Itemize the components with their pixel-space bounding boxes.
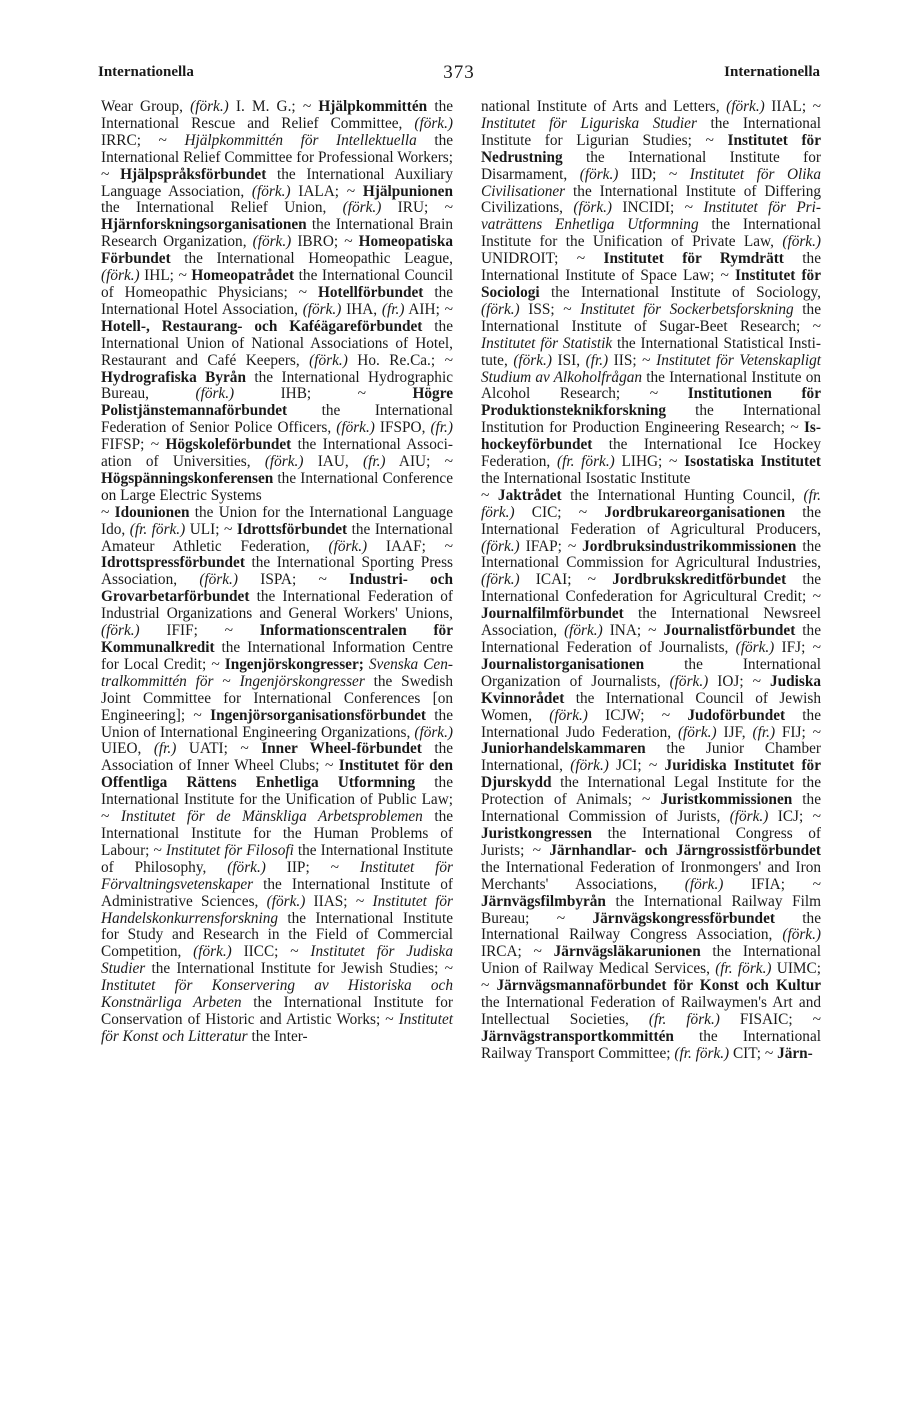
- entry-text: the International Railway Congress Association,: [481, 909, 821, 944]
- italic-text: (fr. förk.): [648, 1010, 720, 1028]
- entry-text: the International Brain Research Organization,: [101, 216, 453, 251]
- headword: Institutet för Nedrustning: [481, 131, 821, 166]
- entry-text: the International Commission of Jurists,: [481, 791, 821, 826]
- headword: Jordbrukareorganisationen: [587, 503, 786, 521]
- tilde-repeat-mark: ~: [812, 317, 821, 335]
- italic-text: Institutet för de Mänskliga Arbetsproblemen: [109, 808, 423, 826]
- entry-text: the International Institute of Philosophy,: [101, 841, 453, 876]
- italic-text: (förk.): [101, 267, 140, 285]
- entry-text: the International Union of National Associations of Hotel, Restaurant and Café Keepers,: [101, 317, 453, 369]
- headword: Jaktrådet: [489, 486, 562, 504]
- headword: Juristkommissionen: [650, 791, 793, 809]
- headword: Juristkongressen: [481, 824, 593, 842]
- page-number: 373: [443, 62, 475, 83]
- headword: Högspänningskonferensen: [101, 469, 274, 487]
- headword: Idounionen: [109, 503, 190, 521]
- entry-text: national Institute of Arts and Letters,: [481, 98, 727, 115]
- tilde-repeat-mark: ~: [444, 537, 453, 555]
- entry-text: the International Institute for the Human Problems of Labour;: [101, 808, 454, 859]
- entry-text: IHA,: [341, 300, 382, 318]
- tilde-repeat-mark: ~: [556, 909, 566, 927]
- tilde-repeat-mark: ~: [444, 960, 453, 978]
- entry-text: Ho. Re.Ca.;: [347, 351, 445, 369]
- tilde-repeat-mark: ~: [318, 571, 327, 589]
- entry-text: the International Institute of Administrative Sciences,: [101, 875, 453, 910]
- italic-text: (förk.): [677, 723, 717, 741]
- tilde-repeat-mark: ~: [153, 841, 162, 859]
- entry-paragraph: [101, 99, 453, 505]
- italic-text: (förk.): [266, 892, 306, 910]
- entry-text: IICC;: [231, 943, 291, 961]
- entry-text: IIS;: [608, 351, 643, 369]
- italic-text: (förk.): [252, 233, 292, 251]
- entry-text: the International Isostatic Institute: [481, 469, 691, 487]
- tilde-repeat-mark: ~: [567, 537, 577, 555]
- entry-text: JCI;: [608, 757, 649, 775]
- tilde-repeat-mark: ~: [224, 622, 233, 640]
- italic-text: Institutet för Konservering av Historiska och Konstnärliga Arbeten: [101, 977, 453, 1012]
- entry-text: ISI,: [551, 351, 586, 369]
- headword: Hjälpkommittén: [311, 98, 428, 115]
- tilde-repeat-mark: ~: [324, 757, 334, 775]
- entry-text: the International Institute on Alcohol Research;: [481, 368, 821, 403]
- entry-text: CIC;: [514, 503, 579, 521]
- headword: Järnhandlar- och Järngrossistförbundet: [541, 841, 821, 859]
- headword: Judiska Kvinnorådet: [481, 672, 821, 707]
- entry-text: IAU,: [303, 453, 363, 471]
- headword: Isostatiska Institutet: [677, 453, 821, 471]
- italic-text: (förk.): [481, 300, 520, 318]
- headword: Journalfilmförbundet: [481, 605, 624, 623]
- tilde-repeat-mark: ~: [812, 723, 822, 741]
- italic-text: (förk.): [669, 672, 709, 690]
- entry-text: the International Federation of Journalists,: [481, 622, 821, 656]
- italic-text: Institutet för Statistik: [481, 334, 613, 352]
- headword: Hotell-, Restaurang- och Kaféägareförbundet: [101, 317, 423, 335]
- italic-text: (förk.): [782, 233, 821, 251]
- tilde-repeat-mark: ~: [764, 1044, 774, 1062]
- entry-text: the International Organization of Journalists,: [481, 655, 821, 690]
- entry-text: LIHG;: [614, 453, 670, 471]
- italic-text: (förk.): [264, 453, 304, 471]
- italic-text: (förk.): [309, 351, 348, 369]
- entry-text: the International Institute for Ligurian Studies;: [481, 114, 821, 149]
- entry-paragraph: [481, 99, 821, 488]
- tilde-repeat-mark: ~: [481, 486, 490, 504]
- tilde-repeat-mark: ~: [532, 841, 542, 859]
- entry-text: the International Federation of Senior Police Officers,: [101, 402, 453, 437]
- entry-text: FISAIC;: [719, 1010, 813, 1028]
- italic-text: (förk.): [195, 385, 235, 403]
- entry-text: IALA;: [290, 182, 347, 200]
- headword: Homeopatrådet: [186, 267, 295, 285]
- tilde-repeat-mark: ~: [330, 858, 339, 876]
- entry-text: ICAI;: [519, 571, 588, 589]
- italic-text: (förk.): [481, 571, 520, 589]
- entry-text: the International Homeopathic League,: [170, 250, 453, 268]
- headword: Jordbrukskreditförbundet: [596, 571, 787, 589]
- tilde-repeat-mark: ~: [240, 740, 249, 758]
- entry-text: the International Confederation for Agricultural Credit;: [481, 571, 822, 606]
- entry-text: IIAL;: [764, 98, 813, 115]
- tilde-repeat-mark: ~: [812, 808, 821, 826]
- entry-text: the Association of Inner Wheel Clubs;: [101, 740, 454, 775]
- italic-text: Institutet för Sockerbetsforskning: [571, 300, 794, 318]
- entry-text: the International Institution for Production Engineering Research;: [481, 402, 821, 437]
- entry-text: the International Association of Universities,: [101, 436, 454, 471]
- headword: Högskoleförbundet: [159, 436, 292, 454]
- italic-text: (förk.): [481, 537, 520, 555]
- italic-text: Ingenjörskongresser: [230, 672, 365, 690]
- entry-text: ICJ;: [768, 808, 813, 826]
- entry-text: the International Statistical Institute,: [481, 334, 821, 369]
- headword: Journalistorganisationen: [481, 655, 645, 673]
- entry-text: IIP;: [265, 858, 331, 876]
- italic-text: (fr. förk.): [557, 453, 615, 471]
- headword: Järnvägstransportkommittén: [481, 1027, 674, 1045]
- italic-text: Institutet för Handelskonkurrensforskning: [101, 892, 453, 927]
- entry-text: IFAP;: [519, 537, 568, 555]
- entry-text: the International Federation of Ironmongers' and Iron Merchants' Associations,: [481, 858, 821, 893]
- entry-text: UNIDROIT;: [481, 250, 577, 268]
- italic-text: (förk.): [193, 943, 232, 961]
- tilde-repeat-mark: ~: [222, 672, 231, 690]
- headword: Järnvägsmannaförbundet för Konst och Kultur: [489, 977, 821, 995]
- entry-text: ISPA;: [237, 571, 319, 589]
- italic-text: (förk.): [726, 98, 765, 115]
- italic-text: (fr. förk.): [715, 960, 772, 978]
- italic-text: (förk.): [564, 622, 603, 640]
- italic-text: Institutet för Liguriska Studier: [481, 114, 697, 132]
- tilde-repeat-mark: ~: [444, 351, 453, 369]
- entry-text: the International Institute of Sociology,: [539, 283, 821, 301]
- tilde-repeat-mark: ~: [648, 622, 657, 640]
- headword: Institutet för Rymdrätt: [585, 250, 784, 268]
- tilde-repeat-mark: ~: [355, 892, 365, 910]
- italic-text: (förk.): [782, 926, 821, 944]
- entry-text: the International Institute of Differing Civilizations,: [481, 182, 821, 217]
- tilde-repeat-mark: ~: [812, 639, 821, 656]
- entry-text: the International Relief Union,: [101, 199, 343, 217]
- entry-text: IBRO;: [291, 233, 345, 251]
- tilde-repeat-mark: ~: [302, 98, 312, 115]
- headword: Judoförbundet: [670, 706, 786, 724]
- italic-text: Institutet för Vetenskapligt Studium av Alkoholfrågan: [481, 351, 821, 386]
- headword: Idrottsförbundet: [232, 520, 348, 538]
- entry-text: the International Amateur Athletic Federation,: [101, 520, 453, 555]
- running-header: [98, 62, 820, 88]
- tilde-repeat-mark: ~: [193, 706, 202, 724]
- entry-text: the International Union of Railway Medical Services,: [481, 943, 821, 978]
- headword: Hydrografiska Byrån: [101, 368, 246, 386]
- entry-text: IFSPO,: [374, 419, 431, 437]
- entry-text: the International Council of Jewish Women,: [481, 689, 821, 724]
- entry-text: IID;: [618, 165, 669, 183]
- tilde-repeat-mark: ~: [158, 131, 167, 149]
- tilde-repeat-mark: ~: [790, 419, 799, 437]
- tilde-repeat-mark: ~: [720, 267, 729, 285]
- headword: Jordbruksindustrikommissionen: [576, 537, 797, 555]
- italic-text: (förk.): [549, 706, 588, 724]
- entry-text: the International Commission for Agricultural Industries,: [481, 537, 822, 572]
- tilde-repeat-mark: ~: [444, 453, 453, 471]
- entry-text: the International Conference on Large Electric Systems: [101, 469, 453, 504]
- header-right-guideword: Internationella: [724, 64, 820, 80]
- entry-text: IHL;: [139, 267, 179, 285]
- entry-text: the International Legal Institute for the Protection of Animals;: [481, 774, 821, 809]
- headword: Högre Polistjänstemannaförbundet: [101, 385, 454, 420]
- entry-text: the International Institute for Disarmament,: [481, 148, 821, 183]
- italic-text: (fr. förk.): [481, 486, 821, 521]
- entry-text: the International Institute for the Unification of Public Law;: [101, 774, 453, 809]
- entry-text: the International Institute for the Unification of Private Law,: [481, 216, 821, 251]
- entry-text: AIU;: [385, 453, 445, 471]
- entry-text: the International Institute for Study and Research in the Field of Commercial Competition,: [101, 909, 453, 961]
- entry-text: the International Hotel Association,: [101, 283, 454, 318]
- italic-text: Institutet för Förvaltningsvetenskaper: [101, 858, 453, 893]
- tilde-repeat-mark: ~: [357, 385, 367, 403]
- entry-text: FIJ;: [775, 723, 813, 741]
- tilde-repeat-mark: ~: [385, 1010, 394, 1028]
- italic-text: Institutet för Privaträttens Enhetliga Utformning: [481, 199, 821, 234]
- entry-text: Wear Group,: [101, 98, 191, 115]
- tilde-repeat-mark: ~: [752, 672, 761, 690]
- italic-text: (förk.): [328, 537, 368, 555]
- tilde-repeat-mark: ~: [649, 385, 659, 403]
- tilde-repeat-mark: ~: [563, 300, 572, 318]
- italic-text: Institutet för Olika Civilisationer: [481, 165, 821, 200]
- entry-text: the International Judo Federation,: [481, 706, 821, 741]
- headword: Institutet för Sociologi: [481, 267, 821, 301]
- headword: Ingenjörsorganisationsförbundet: [201, 706, 426, 724]
- left-column: [101, 99, 453, 1046]
- entry-text: the International Newsreel Association,: [481, 605, 821, 640]
- entry-text: the International Hunting Council,: [561, 486, 804, 504]
- italic-text: (förk.): [735, 639, 775, 656]
- entry-text: the Union of International Engineering Organizations,: [101, 706, 453, 741]
- entry-text: the International Federation of Railwaymen's Art and Intellectual Societies,: [481, 994, 821, 1028]
- entry-text: the International Congress of Jurists;: [481, 824, 821, 859]
- headword: Inner Wheel-förbundet: [248, 740, 422, 758]
- tilde-repeat-mark: ~: [178, 267, 187, 285]
- headword: Juridiska Institutet för Djurskydd: [481, 757, 821, 792]
- tilde-repeat-mark: ~: [812, 1010, 821, 1028]
- entry-text: FIFSP;: [101, 436, 151, 454]
- italic-text: (förk.): [302, 300, 342, 318]
- entry-text: the International Institute of Sugar-Beet Research;: [481, 300, 821, 335]
- entry-text: CIT;: [729, 1044, 765, 1062]
- italic-text: (förk.): [414, 723, 453, 741]
- italic-text: (förk.): [513, 351, 552, 369]
- italic-text: Institutet för Filosofi: [161, 841, 294, 859]
- entry-text: IRRC;: [101, 131, 159, 149]
- italic-text: (förk.): [190, 98, 229, 115]
- italic-text: (förk.): [573, 199, 613, 217]
- entry-text: the International Railway Film Bureau;: [481, 892, 821, 927]
- headword: Hjälpunionen: [355, 182, 453, 200]
- tilde-repeat-mark: ~: [298, 283, 308, 301]
- tilde-repeat-mark: ~: [211, 655, 220, 673]
- tilde-repeat-mark: ~: [642, 791, 651, 809]
- headword: Institutionen för Produktionsteknikforskning: [481, 385, 821, 420]
- italic-text: (fr.): [430, 419, 453, 437]
- italic-text: (fr.): [752, 723, 776, 741]
- header-left-guideword: Internationella: [98, 64, 194, 80]
- entry-text: INCIDI;: [612, 199, 685, 217]
- entry-text: UATI;: [176, 740, 241, 758]
- entry-text: IRCA;: [481, 943, 534, 961]
- italic-text: Hjälpkommittén för Intellektuella: [166, 131, 417, 149]
- entry-text: IFJ;: [774, 639, 813, 656]
- tilde-repeat-mark: ~: [669, 453, 678, 471]
- entry-text: IOJ;: [708, 672, 753, 690]
- right-column: [481, 99, 821, 1063]
- entry-text: AIH;: [404, 300, 445, 318]
- headword: Industri- och Grovarbetarförbundet: [101, 571, 453, 606]
- headword: Järnvägskongressförbundet: [565, 909, 775, 927]
- italic-text: (fr.): [362, 453, 386, 471]
- italic-text: Svenska Centralkommittén för: [101, 655, 453, 690]
- entry-text: the International Hydrographic Bureau,: [101, 368, 453, 403]
- tilde-repeat-mark: ~: [812, 588, 821, 606]
- italic-text: (fr. förk.): [129, 520, 186, 538]
- entry-text: the International Railway Transport Committee;: [481, 1027, 821, 1062]
- entry-text: I. M. G.;: [228, 98, 303, 115]
- headword: Institutet för den Offentliga Rättens Enhetliga Utformning: [101, 757, 453, 792]
- tilde-repeat-mark: ~: [224, 520, 233, 538]
- italic-text: (fr. förk.): [674, 1044, 730, 1062]
- tilde-repeat-mark: ~: [101, 503, 110, 521]
- headword: Järnvägsläkarunionen: [541, 943, 701, 961]
- italic-text: (förk.): [684, 875, 724, 893]
- headword: Hjärnforskningsorganisationen: [101, 216, 307, 234]
- entry-text: the International Federation of Agricultural Producers,: [481, 503, 821, 538]
- italic-text: (förk.): [729, 808, 769, 826]
- tilde-repeat-mark: ~: [642, 351, 651, 369]
- entry-text: ICJW;: [587, 706, 662, 724]
- entry-text: the International Auxiliary Language Association,: [101, 165, 454, 200]
- entry-text: IRU;: [381, 199, 445, 217]
- italic-text: (förk.): [570, 757, 609, 775]
- entry-text: the International Rescue and Relief Committee,: [101, 98, 454, 132]
- tilde-repeat-mark: ~: [444, 199, 454, 217]
- entry-text: ISS;: [519, 300, 564, 318]
- entry-text: the International Institute for Jewish Studies;: [145, 960, 445, 978]
- tilde-repeat-mark: ~: [668, 165, 678, 183]
- italic-text: (fr.): [381, 300, 405, 318]
- entry-text: ULI;: [185, 520, 224, 538]
- italic-text: (förk.): [227, 858, 266, 876]
- headword: Journalistförbundet: [656, 622, 796, 640]
- tilde-repeat-mark: ~: [578, 503, 588, 521]
- italic-text: (förk.): [101, 622, 140, 640]
- italic-text: (förk.): [336, 419, 375, 437]
- tilde-repeat-mark: ~: [481, 977, 490, 995]
- tilde-repeat-mark: ~: [533, 943, 542, 961]
- tilde-repeat-mark: ~: [150, 436, 160, 454]
- entry-text: the International Institute for Conservation of Historic and Artistic Works;: [101, 994, 453, 1028]
- headword: Järn-: [773, 1044, 813, 1062]
- entry-text: UIEO,: [101, 740, 154, 758]
- entry-text: the International Sporting Press Association,: [101, 554, 453, 589]
- tilde-repeat-mark: ~: [101, 808, 110, 826]
- headword: Homeopatiska Förbundet: [101, 233, 453, 268]
- entry-text: the International Council of Homeopathic Physicians;: [101, 267, 453, 301]
- italic-text: Institutet för Konst och Litteratur: [101, 1010, 453, 1045]
- headword: Juniorhandelskammaren: [481, 740, 646, 758]
- entry-text: the Swedish Joint Committee for International Conferences [on Engineering];: [101, 672, 453, 724]
- italic-text: (fr.): [585, 351, 609, 369]
- tilde-repeat-mark: ~: [661, 706, 671, 724]
- entry-text: IIAS;: [305, 892, 356, 910]
- tilde-repeat-mark: ~: [346, 182, 356, 200]
- tilde-repeat-mark: ~: [444, 300, 453, 318]
- headword: Ishockeyförbundet: [481, 419, 821, 454]
- entry-text: the Union for the International Language Ido,: [101, 503, 453, 538]
- entry-text: IFIF;: [139, 622, 225, 640]
- italic-text: Institutet för Judiska Studier: [101, 943, 453, 978]
- headword: Hotellförbundet: [307, 283, 424, 301]
- tilde-repeat-mark: ~: [648, 757, 658, 775]
- entry-paragraph: [101, 505, 453, 1046]
- entry-text: IFIA;: [723, 875, 813, 893]
- italic-text: (fr.): [153, 740, 177, 758]
- tilde-repeat-mark: ~: [344, 233, 353, 251]
- headword: Hjälpspråksförbundet: [109, 165, 267, 183]
- entry-text: IJF,: [716, 723, 753, 741]
- entry-text: the International Information Centre for Local Credit;: [101, 639, 453, 673]
- entry-text: the International Relief Committee for Professional Workers;: [101, 131, 454, 166]
- headword: Informationscentralen för Kommunalkredit: [101, 622, 453, 656]
- entry-text: IHB;: [234, 385, 358, 403]
- tilde-repeat-mark: ~: [576, 250, 586, 268]
- italic-text: (förk.): [342, 199, 382, 217]
- italic-text: (förk.): [199, 571, 238, 589]
- tilde-repeat-mark: ~: [587, 571, 597, 589]
- tilde-repeat-mark: ~: [812, 875, 821, 893]
- entry-text: the International Institute of Space Law;: [481, 250, 821, 285]
- tilde-repeat-mark: ~: [705, 131, 714, 149]
- entry-paragraph: [481, 488, 821, 1063]
- headword: Järnvägsfilmbyrån: [481, 892, 606, 910]
- entry-text: the Inter-: [247, 1027, 308, 1045]
- tilde-repeat-mark: ~: [684, 199, 693, 217]
- italic-text: (förk.): [251, 182, 291, 200]
- entry-text: INA;: [602, 622, 649, 640]
- entry-text: the International Federation of Industrial Organizations and General Workers' Unions,: [101, 588, 453, 623]
- headword: Idrottspressförbundet: [101, 554, 245, 572]
- tilde-repeat-mark: ~: [812, 98, 821, 115]
- entry-text: UIMC;: [771, 960, 821, 978]
- italic-text: (förk.): [414, 114, 453, 132]
- tilde-repeat-mark: ~: [290, 943, 299, 961]
- italic-text: (förk.): [579, 165, 619, 183]
- tilde-repeat-mark: ~: [101, 165, 110, 183]
- entry-text: the Junior Chamber International,: [481, 740, 821, 775]
- headword: Ingenjörskongresser;: [219, 655, 364, 673]
- entry-text: IAAF;: [367, 537, 445, 555]
- entry-text: the International Ice Hockey Federation,: [481, 436, 821, 471]
